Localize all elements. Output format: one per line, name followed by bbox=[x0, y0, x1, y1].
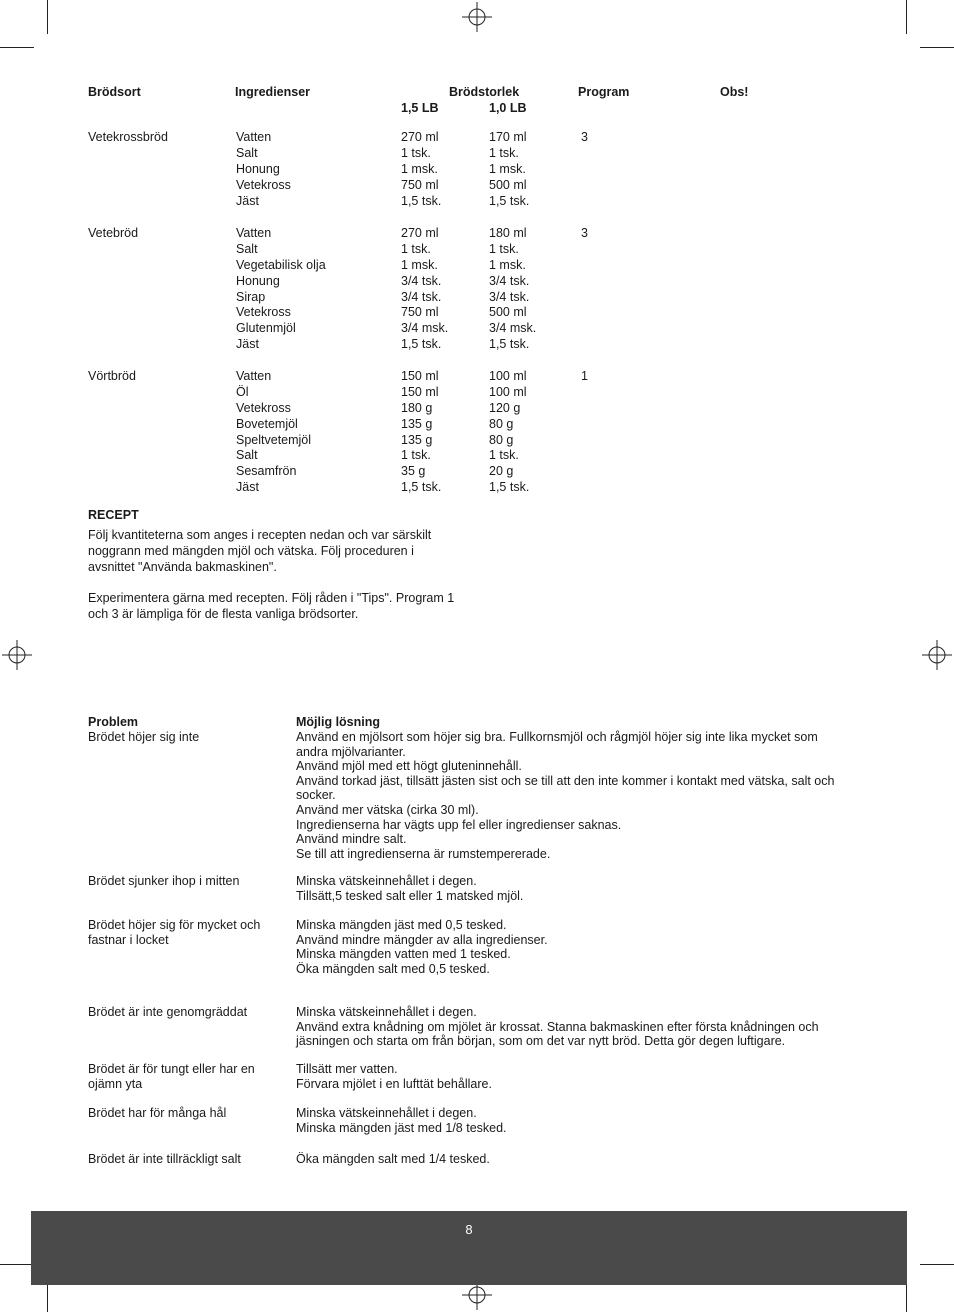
amount-1-5-lb: 150 ml bbox=[401, 384, 439, 399]
problem-text: Brödet är inte genomgräddat bbox=[88, 1005, 248, 1019]
solution-cell bbox=[296, 1062, 866, 1091]
problem-text: fastnar i locket bbox=[88, 932, 169, 947]
amount-1-5-lb: 1 msk. bbox=[401, 257, 438, 272]
ingredient: Honung bbox=[236, 273, 280, 288]
amount-1-0-lb: 20 g bbox=[489, 464, 514, 479]
amount-1-0-lb: 1 msk. bbox=[489, 161, 526, 176]
crop-mark bbox=[906, 0, 907, 34]
solution-cell bbox=[296, 1106, 866, 1135]
problem-text: Brödet höjer sig för mycket och bbox=[88, 918, 261, 932]
solution-text: socker. bbox=[296, 788, 336, 803]
amount-1-0-lb: 3/4 tsk. bbox=[489, 289, 530, 304]
problem-cell bbox=[88, 918, 288, 947]
solution-text: Förvara mjölet i en lufttät behållare. bbox=[296, 1076, 492, 1091]
solution-cell bbox=[296, 874, 866, 903]
solution-cell bbox=[296, 918, 866, 976]
amount-1-0-lb-column bbox=[489, 226, 536, 353]
solution-text: andra mjölvarianter. bbox=[296, 744, 406, 759]
crop-mark bbox=[920, 47, 954, 48]
amount-1-0-lb: 1 tsk. bbox=[489, 241, 519, 256]
amount-1-0-lb: 3/4 msk. bbox=[489, 321, 537, 336]
header-ingredients: Ingredienser bbox=[235, 85, 311, 99]
amount-1-5-lb: 270 ml bbox=[401, 130, 439, 144]
problem-cell bbox=[88, 1152, 288, 1167]
text-line: noggrann med mängden mjöl och vätska. Följ proceduren i bbox=[88, 543, 414, 558]
amount-1-5-lb: 3/4 msk. bbox=[401, 321, 449, 336]
solution-cell bbox=[296, 730, 866, 861]
solution-text: Ingredienserna har vägts upp fel eller ingredienser saknas. bbox=[296, 817, 622, 832]
amount-1-0-lb: 1 tsk. bbox=[489, 448, 519, 463]
header-size-1-5-lb: 1,5 LB bbox=[401, 101, 439, 115]
program-number: 3 bbox=[581, 130, 588, 144]
solution-text: Använd en mjölsort som höjer sig bra. Fullkornsmjöl och rågmjöl höjer sig inte lika mycket som bbox=[296, 730, 818, 744]
solution-text: Använd torkad jäst, tillsätt jästen sist och se till att den inte kommer i kontakt med vätska, salt och bbox=[296, 773, 835, 788]
solution-text: Använd mindre mängder av alla ingredienser. bbox=[296, 932, 548, 947]
ingredient: Salt bbox=[236, 145, 258, 160]
solution-text: Minska vätskeinnehållet i degen. bbox=[296, 1005, 477, 1019]
header-problem: Problem bbox=[88, 715, 139, 729]
ingredient: Vetekross bbox=[236, 400, 291, 415]
solution-text: Minska mängden vatten med 1 tesked. bbox=[296, 947, 511, 962]
header-notes: Obs! bbox=[720, 85, 749, 99]
solution-text: Använd mer vätska (cirka 30 ml). bbox=[296, 802, 479, 817]
ingredient: Vatten bbox=[236, 130, 272, 144]
amount-1-5-lb: 750 ml bbox=[401, 305, 439, 320]
amount-1-5-lb: 270 ml bbox=[401, 226, 439, 240]
amount-1-5-lb: 150 ml bbox=[401, 369, 439, 383]
solution-text: Minska mängden jäst med 0,5 tesked. bbox=[296, 918, 507, 932]
crop-mark bbox=[920, 1264, 954, 1265]
solution-text: jäsningen och starta om från början, som om det var nytt bröd. Detta gör degen luftigare. bbox=[296, 1034, 786, 1049]
amount-1-5-lb: 3/4 tsk. bbox=[401, 289, 442, 304]
amount-1-0-lb: 1,5 tsk. bbox=[489, 337, 530, 352]
text-line: och 3 är lämpliga för de flesta vanliga brödsorter. bbox=[88, 606, 359, 621]
text-line: avsnittet "Använda bakmaskinen". bbox=[88, 559, 277, 574]
amount-1-0-lb: 500 ml bbox=[489, 305, 527, 320]
problem-cell bbox=[88, 1106, 288, 1121]
ingredient: Vatten bbox=[236, 369, 272, 383]
amount-1-5-lb: 35 g bbox=[401, 464, 426, 479]
amount-1-5-lb: 3/4 tsk. bbox=[401, 273, 442, 288]
ingredient: Sirap bbox=[236, 289, 266, 304]
amount-1-0-lb: 1,5 tsk. bbox=[489, 480, 530, 495]
problem-text: Brödet har för många hål bbox=[88, 1106, 227, 1120]
amount-1-5-lb: 1 tsk. bbox=[401, 448, 431, 463]
amount-1-0-lb: 120 g bbox=[489, 400, 521, 415]
ingredient: Sesamfrön bbox=[236, 464, 297, 479]
problem-text: Brödet sjunker ihop i mitten bbox=[88, 874, 240, 888]
amount-1-0-lb: 80 g bbox=[489, 432, 514, 447]
ingredient: Vetekross bbox=[236, 177, 291, 192]
registration-mark-icon bbox=[462, 2, 492, 32]
solution-text: Öka mängden salt med 1/4 tesked. bbox=[296, 1152, 490, 1166]
bread-type-name: Vetekrossbröd bbox=[88, 130, 168, 144]
amount-1-0-lb: 1,5 tsk. bbox=[489, 193, 530, 208]
amount-1-5-lb-column bbox=[401, 369, 441, 496]
ingredient-column bbox=[236, 130, 291, 209]
amount-1-5-lb: 750 ml bbox=[401, 177, 439, 192]
page-footer bbox=[31, 1211, 907, 1285]
recipe-heading: RECEPT bbox=[88, 508, 139, 522]
program-number: 3 bbox=[581, 226, 588, 240]
ingredient: Bovetemjöl bbox=[236, 416, 298, 431]
crop-mark bbox=[0, 1264, 34, 1265]
ingredient-column bbox=[236, 369, 311, 496]
text-line: Följ kvantiteterna som anges i recepten nedan och var särskilt bbox=[88, 528, 432, 542]
bread-type-name: Vetebröd bbox=[88, 226, 139, 240]
page-number: 8 bbox=[465, 1222, 473, 1237]
header-size-1-0-lb: 1,0 LB bbox=[489, 101, 527, 115]
registration-mark-icon bbox=[922, 640, 952, 670]
amount-1-5-lb: 1 tsk. bbox=[401, 145, 431, 160]
amount-1-5-lb: 135 g bbox=[401, 432, 433, 447]
header-bread-size: Brödstorlek bbox=[449, 85, 520, 99]
amount-1-0-lb: 500 ml bbox=[489, 177, 527, 192]
recipe-paragraph-1 bbox=[88, 528, 478, 576]
problem-cell bbox=[88, 730, 288, 745]
ingredient: Jäst bbox=[236, 193, 259, 208]
ingredient: Glutenmjöl bbox=[236, 321, 296, 336]
ingredient: Öl bbox=[236, 384, 249, 399]
solution-text: Se till att ingredienserna är rumstempererade. bbox=[296, 846, 551, 861]
amount-1-5-lb: 1 tsk. bbox=[401, 241, 431, 256]
crop-mark bbox=[47, 0, 48, 34]
solution-text: Minska vätskeinnehållet i degen. bbox=[296, 1106, 477, 1120]
ingredient: Vegetabilisk olja bbox=[236, 257, 326, 272]
ingredient: Speltvetemjöl bbox=[236, 432, 312, 447]
crop-mark bbox=[0, 47, 34, 48]
ingredient-column bbox=[236, 226, 326, 353]
solution-text: Minska mängden jäst med 1/8 tesked. bbox=[296, 1120, 507, 1135]
amount-1-5-lb: 1,5 tsk. bbox=[401, 480, 442, 495]
solution-text: Minska vätskeinnehållet i degen. bbox=[296, 874, 477, 888]
problem-cell bbox=[88, 874, 288, 889]
solution-cell bbox=[296, 1005, 866, 1049]
solution-cell bbox=[296, 1152, 866, 1167]
ingredient: Vatten bbox=[236, 226, 272, 240]
problem-cell bbox=[88, 1005, 288, 1020]
recipe-paragraph-2 bbox=[88, 591, 478, 623]
header-program: Program bbox=[578, 85, 630, 99]
registration-mark-icon bbox=[2, 640, 32, 670]
amount-1-0-lb: 1 tsk. bbox=[489, 145, 519, 160]
solution-text: Tillsätt mer vatten. bbox=[296, 1062, 398, 1076]
amount-1-0-lb: 100 ml bbox=[489, 384, 527, 399]
amount-1-0-lb: 80 g bbox=[489, 416, 514, 431]
amount-1-5-lb: 135 g bbox=[401, 416, 433, 431]
amount-1-0-lb: 3/4 tsk. bbox=[489, 273, 530, 288]
solution-text: Tillsätt,5 tesked salt eller 1 matsked mjöl. bbox=[296, 888, 524, 903]
amount-1-5-lb-column bbox=[401, 130, 441, 209]
ingredient: Honung bbox=[236, 161, 280, 176]
ingredient: Vetekross bbox=[236, 305, 291, 320]
solution-text: Öka mängden salt med 0,5 tesked. bbox=[296, 961, 490, 976]
text-line: Experimentera gärna med recepten. Följ råden i "Tips". Program 1 bbox=[88, 591, 455, 605]
problem-text: Brödet är för tungt eller har en bbox=[88, 1062, 255, 1076]
solution-text: Använd mjöl med ett högt gluteninnehåll. bbox=[296, 759, 522, 774]
program-number: 1 bbox=[581, 369, 588, 383]
bread-type-name: Vörtbröd bbox=[88, 369, 136, 383]
amount-1-0-lb-column bbox=[489, 369, 529, 496]
amount-1-0-lb: 1 msk. bbox=[489, 257, 526, 272]
amount-1-0-lb: 180 ml bbox=[489, 226, 527, 240]
amount-1-0-lb: 100 ml bbox=[489, 369, 527, 383]
amount-1-5-lb: 1,5 tsk. bbox=[401, 337, 442, 352]
header-possible-solution: Möjlig lösning bbox=[296, 715, 381, 729]
amount-1-0-lb: 170 ml bbox=[489, 130, 527, 144]
amount-1-5-lb: 1,5 tsk. bbox=[401, 193, 442, 208]
ingredient: Salt bbox=[236, 448, 258, 463]
problem-text: ojämn yta bbox=[88, 1076, 143, 1091]
solution-text: Använd extra knådning om mjölet är krossat. Stanna bakmaskinen efter första knådningen och bbox=[296, 1019, 819, 1034]
ingredient: Salt bbox=[236, 241, 258, 256]
ingredient: Jäst bbox=[236, 337, 259, 352]
amount-1-5-lb: 1 msk. bbox=[401, 161, 438, 176]
amount-1-5-lb-column bbox=[401, 226, 448, 353]
ingredient: Jäst bbox=[236, 480, 259, 495]
amount-1-0-lb-column bbox=[489, 130, 529, 209]
problem-cell bbox=[88, 1062, 288, 1091]
solution-text: Använd mindre salt. bbox=[296, 832, 407, 847]
problem-text: Brödet är inte tillräckligt salt bbox=[88, 1152, 241, 1166]
amount-1-5-lb: 180 g bbox=[401, 400, 433, 415]
header-bread-type: Brödsort bbox=[88, 85, 141, 99]
problem-text: Brödet höjer sig inte bbox=[88, 730, 200, 744]
